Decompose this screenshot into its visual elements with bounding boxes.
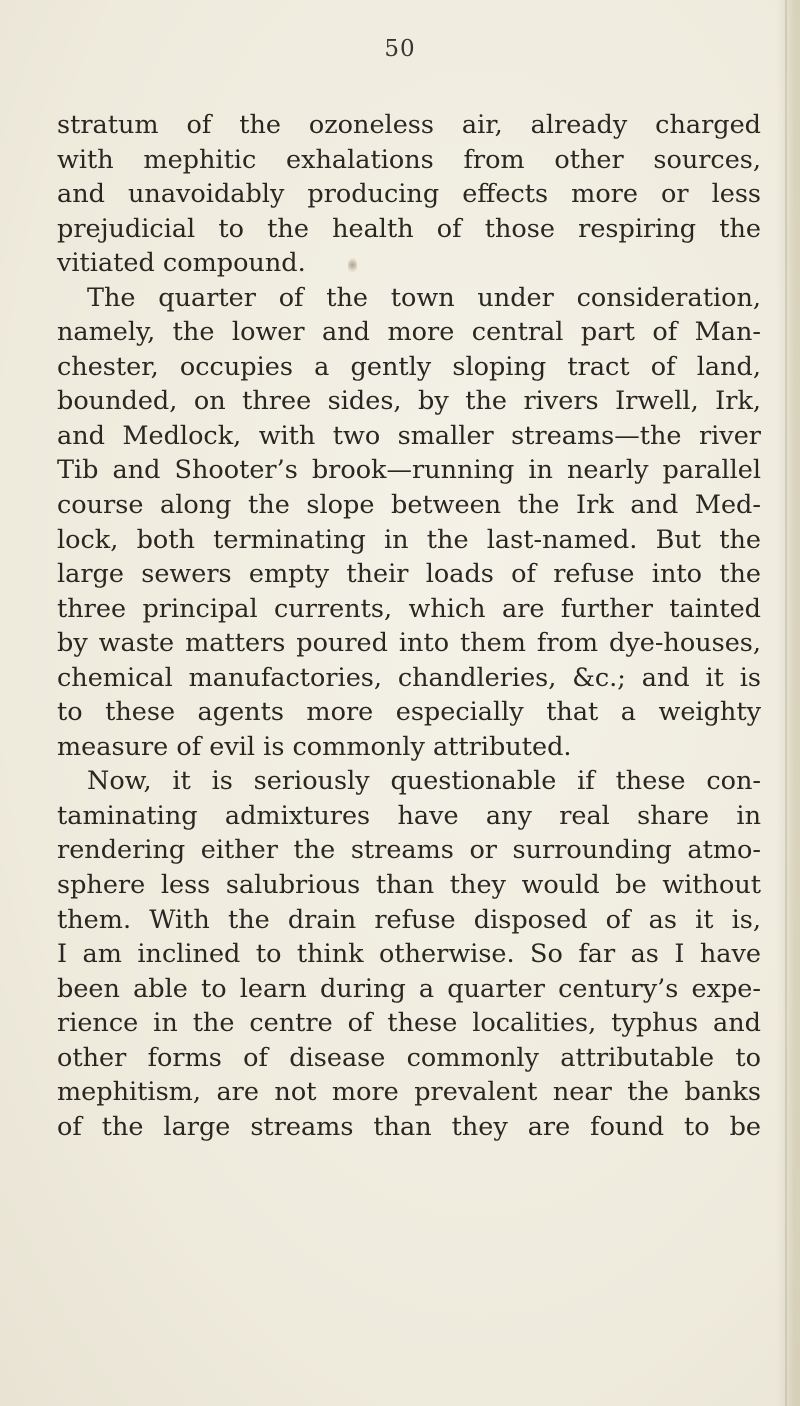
text-line: Now, it is seriously questionable if these con- (87, 766, 761, 797)
text-line: large sewers empty their loads of refuse into the (57, 559, 761, 590)
text-line: of the large streams than they are found to be (57, 1111, 761, 1142)
text-line: prejudicial to the health of those respiring the (57, 213, 761, 244)
text-line: course along the slope between the Irk and Med- (57, 490, 761, 521)
text-line: Tib and Shooter’s brook—running in nearly parallel (57, 455, 761, 486)
body-text (57, 108, 761, 1144)
text-line: measure of evil is commonly attributed. (57, 731, 572, 762)
page-edge-shadow (776, 0, 800, 1406)
text-line: vitiated compound. (57, 248, 306, 279)
text-line: three principal currents, which are further tainted (57, 593, 761, 624)
text-line: other forms of disease commonly attributable to (57, 1042, 761, 1073)
page-edge-line (785, 0, 787, 1406)
text-line: chester, occupies a gently sloping tract of land, (57, 351, 761, 382)
text-line: sphere less salubrious than they would be without (57, 870, 761, 901)
text-line: I am inclined to think otherwise. So far as I have (57, 939, 761, 970)
text-line: and unavoidably producing effects more or less (57, 179, 761, 210)
text-line: stratum of the ozoneless air, already charged (57, 110, 761, 140)
text-line: rience in the centre of these localities, typhus and (57, 1008, 761, 1039)
text-line: The quarter of the town under consideration, (87, 282, 761, 313)
text-line: lock, both terminating in the last-named. But the (57, 524, 761, 555)
page-number: 50 (384, 36, 416, 62)
text-line: rendering either the streams or surrounding atmo- (57, 835, 761, 866)
text-line: them. With the drain refuse disposed of as it is, (57, 904, 761, 935)
text-line: to these agents more especially that a weighty (57, 697, 761, 728)
text-line: mephitism, are not more prevalent near the banks (57, 1077, 761, 1108)
text-line: by waste matters poured into them from dye-houses, (57, 628, 761, 659)
text-line: taminating admixtures have any real share in (57, 800, 761, 831)
text-line: chemical manufactories, chandleries, &c.; and it is (57, 662, 761, 693)
text-line: and Medlock, with two smaller streams—the river (57, 420, 761, 451)
text-line: with mephitic exhalations from other sources, (57, 144, 761, 175)
text-line: been able to learn during a quarter century’s expe- (57, 973, 761, 1004)
text-line: namely, the lower and more central part of Man- (57, 317, 761, 348)
text-line: bounded, on three sides, by the rivers Irwell, Irk, (57, 386, 761, 417)
ink-smudge (348, 258, 357, 272)
